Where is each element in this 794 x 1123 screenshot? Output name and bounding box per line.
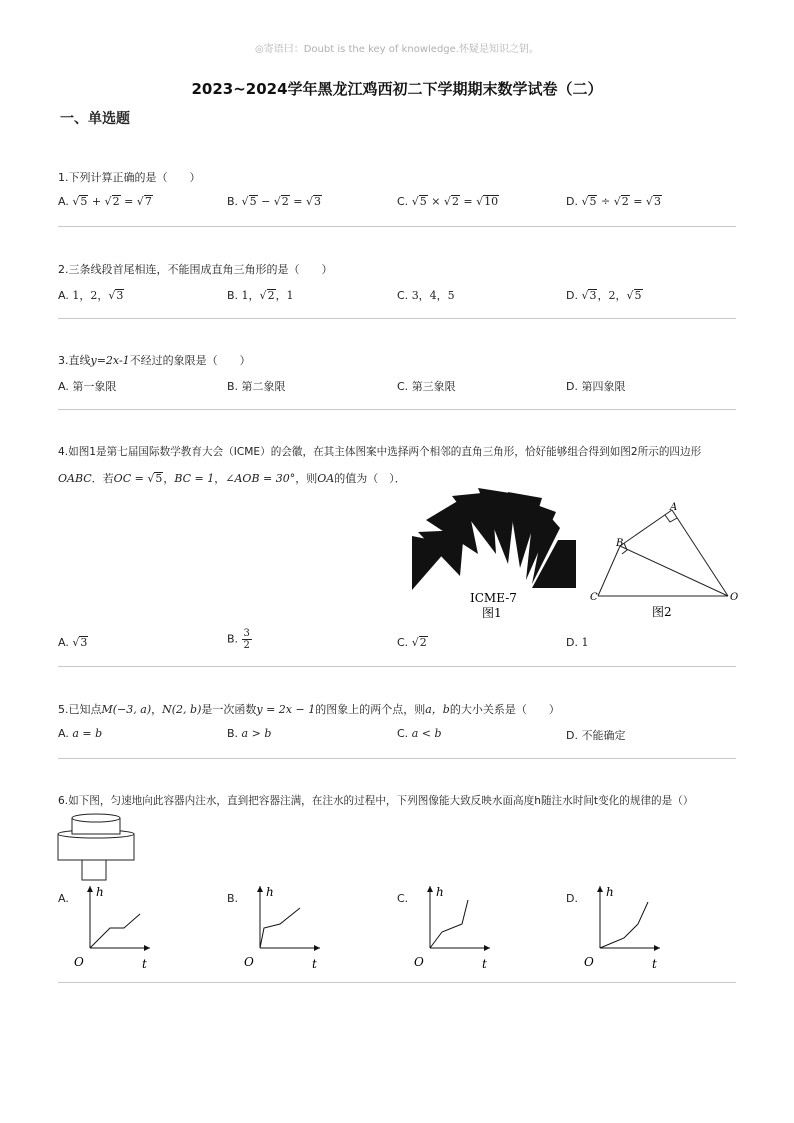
option-label: D. [566, 636, 578, 649]
radicand: 5 [634, 289, 642, 302]
stem-text: ．若 [91, 472, 114, 485]
q6-option-a-label[interactable]: A. [58, 892, 69, 905]
option-text: 不能确定 [581, 729, 626, 742]
option-label: C. [397, 195, 409, 208]
q2-option-b[interactable]: B. 1，√2，1 [227, 289, 294, 302]
x-arrow-icon [144, 945, 150, 951]
operator: ÷ [600, 195, 611, 208]
y-arrow-icon [87, 886, 93, 892]
divider [58, 409, 736, 410]
divider [58, 982, 736, 983]
quadrilateral-figure [588, 500, 742, 624]
equation: y=2x-1 [90, 354, 130, 367]
option-label: B. [227, 727, 239, 740]
stem-text: 的值为（ ）． [334, 472, 406, 485]
q5-option-d[interactable] [566, 727, 625, 743]
operator: + [91, 195, 102, 208]
segment-cb [598, 546, 620, 596]
option-label: B. [227, 195, 239, 208]
origin-label: O [244, 955, 254, 969]
radicand: 2 [112, 195, 120, 208]
option-label: D. [566, 289, 578, 302]
y-arrow-icon [597, 886, 603, 892]
divider [58, 758, 736, 759]
q1-option-d[interactable]: D. √5 ÷ √2 = √3 [566, 195, 661, 208]
x-arrow-icon [654, 945, 660, 951]
axis-label-h: h [96, 885, 104, 899]
option-label: B. [227, 380, 239, 393]
option-text: ，2， [597, 289, 627, 302]
math-text: OA [317, 472, 335, 485]
radicand: 5 [419, 195, 427, 208]
section-heading: 一、单选题 [60, 111, 130, 127]
q4-option-a[interactable]: A. √3 [58, 636, 88, 649]
q3-option-d[interactable] [566, 378, 625, 394]
x-arrow-icon [484, 945, 490, 951]
graph-curve [430, 900, 468, 948]
stem-text: ， [163, 472, 175, 485]
vertex-label-a: A [670, 502, 678, 513]
option-label: C. [397, 380, 409, 393]
math-text: OC = [113, 472, 148, 485]
q3-option-c[interactable] [397, 378, 456, 394]
x-arrow-icon [314, 945, 320, 951]
fraction [242, 628, 252, 651]
question-4-stem-line2: OABC．若OC = √5，BC = 1，∠AOB = 30°，则OA的值为（ ）． [58, 472, 406, 485]
segment-ba [620, 510, 672, 546]
radicand: 3 [589, 289, 597, 302]
option-text: 3，4，5 [411, 289, 455, 302]
axis-label-h: h [436, 885, 444, 899]
figure-2-caption: 图2 [652, 605, 672, 619]
question-4-stem: 4.如图1是第七届国际数学教育大会（ICME）的会徽，在其主体图案中选择两个相邻的直角三角形，恰好能够组合得到如图2所示的四边形 [58, 446, 702, 458]
math-text: BC = 1 [174, 472, 215, 485]
axis-label-h: h [266, 885, 274, 899]
y-arrow-icon [427, 886, 433, 892]
q4-option-c[interactable]: C. √2 [397, 636, 427, 649]
q6-graph-a[interactable] [70, 880, 156, 972]
stem-text: 3.直线 [58, 354, 91, 367]
y-arrow-icon [257, 886, 263, 892]
axis-label-t: t [482, 957, 487, 971]
q5-option-a[interactable] [58, 727, 102, 740]
divider [58, 226, 736, 227]
radicand: 5 [249, 195, 257, 208]
page-title: 2023~2024学年黑龙江鸡西初二下学期期末数学试卷（二） [191, 80, 603, 98]
stem-text: 是一次函数 [201, 703, 257, 716]
option-text: 1， [241, 289, 260, 302]
operator: − [261, 195, 271, 208]
option-label: A. [58, 289, 69, 302]
origin-label: O [74, 955, 84, 969]
question-1-stem: 1.下列计算正确的是（ ） [58, 171, 201, 184]
vertex-label-o: O [730, 592, 739, 603]
right-angle-mark [665, 515, 677, 522]
option-label: D. [566, 195, 578, 208]
q4-option-b[interactable] [227, 628, 252, 651]
vertex-label-c: C [590, 592, 598, 603]
math-text: y = 2x − 1 [256, 703, 316, 716]
option-text: 第三象限 [411, 380, 456, 393]
graph-curve [260, 908, 300, 948]
radicand: 5 [589, 195, 597, 208]
radicand: 2 [419, 636, 427, 649]
option-label: C. [397, 727, 409, 740]
container-figure [56, 812, 140, 884]
q5-option-c[interactable] [397, 727, 442, 740]
option-label: A. [58, 636, 69, 649]
operator: × [431, 195, 441, 208]
question-3-stem [58, 352, 251, 368]
divider [58, 666, 736, 667]
option-text: ，1 [275, 289, 294, 302]
option-label: B. [227, 289, 239, 302]
math-text: N(2, b) [162, 703, 202, 716]
option-label: A. [58, 195, 69, 208]
radicand: 3 [80, 636, 88, 649]
axis-label-t: t [652, 957, 657, 971]
option-text: a > b [241, 727, 272, 740]
radicand: 3 [653, 195, 661, 208]
icme-emblem-figure [408, 484, 584, 624]
radicand: 2 [621, 195, 629, 208]
option-label: D. [566, 380, 578, 393]
option-label: C. [397, 289, 409, 302]
container-top-rim [72, 814, 120, 822]
stem-text: 的图象上的两个点，则 [315, 703, 426, 716]
q1-option-c[interactable]: C. √5 × √2 = √10 [397, 195, 499, 208]
q3-option-b[interactable] [227, 378, 286, 394]
math-text: a，b [425, 703, 450, 716]
math-text: OABC [58, 472, 92, 485]
q4-option-d[interactable] [566, 636, 588, 649]
emblem-text: ICME-7 [470, 591, 517, 605]
q6-graph-b[interactable] [240, 880, 326, 972]
figure-1-caption: 图1 [482, 606, 502, 620]
q3-option-a[interactable] [58, 378, 116, 394]
radicand: 3 [314, 195, 322, 208]
origin-label: O [414, 955, 424, 969]
denominator: 2 [243, 640, 250, 651]
numerator: 3 [243, 628, 250, 639]
option-text: 第一象限 [72, 380, 117, 393]
motto: ◎寄语曰：Doubt is the key of knowledge.怀疑是知识之钥。 [255, 44, 539, 55]
radicand: 5 [80, 195, 88, 208]
q1-option-a[interactable]: A. √5 + √2 = √7 [58, 195, 152, 208]
option-text: 第四象限 [581, 380, 626, 393]
question-6-stem: 6.如下图，匀速地向此容器内注水，直到把容器注满，在注水的过程中，下列图像能大致反映水面高度h随注水时间t变化的规律的是（） [58, 795, 694, 807]
question-5-stem [58, 701, 560, 717]
stem-text: 不经过的象限是（ ） [129, 354, 251, 367]
q6-graph-c[interactable] [410, 880, 496, 972]
radicand: 2 [281, 195, 289, 208]
stem-text: ， [214, 472, 226, 485]
radicand: 2 [267, 289, 275, 302]
stem-text: ，则 [295, 472, 318, 485]
option-text: a < b [411, 727, 442, 740]
axis-label-t: t [312, 957, 317, 971]
radicand: 3 [116, 289, 124, 302]
radicand: 7 [144, 195, 152, 208]
option-label: A. [58, 727, 69, 740]
q6-option-d-label[interactable]: D. [566, 892, 578, 905]
math-text: ∠AOB = 30° [225, 472, 296, 485]
q6-option-c-label[interactable]: C. [397, 892, 409, 905]
graph-curve [600, 902, 648, 948]
axis-label-h: h [606, 885, 614, 899]
option-label: C. [397, 636, 409, 649]
radicand: 10 [484, 195, 499, 208]
q1-option-b[interactable]: B. √5 − √2 = √3 [227, 195, 322, 208]
graph-curve [90, 914, 140, 948]
origin-label: O [584, 955, 594, 969]
option-text: a = b [72, 727, 103, 740]
math-text: M(−3, a) [101, 703, 152, 716]
option-text: 1 [581, 636, 589, 649]
stem-text: ， [151, 703, 163, 716]
axis-label-t: t [142, 957, 147, 971]
stem-text: 5.已知点 [58, 703, 102, 716]
q2-option-a[interactable]: A. 1，2，√3 [58, 289, 124, 302]
option-text: 1，2， [72, 289, 109, 302]
radicand: 5 [155, 472, 163, 485]
q5-option-b[interactable] [227, 727, 271, 740]
divider [58, 318, 736, 319]
q6-option-b-label[interactable]: B. [227, 892, 239, 905]
q2-option-c[interactable] [397, 287, 455, 303]
option-label: B. [227, 632, 239, 646]
question-2-stem: 2.三条线段首尾相连，不能围成直角三角形的是（ ） [58, 263, 333, 276]
q2-option-d[interactable]: D. √3，2，√5 [566, 289, 642, 302]
stem-text: 的大小关系是（ ） [449, 703, 560, 716]
option-label: A. [58, 380, 69, 393]
vertex-label-b: B [616, 538, 624, 549]
option-label: D. [566, 729, 578, 742]
radicand: 2 [451, 195, 459, 208]
container-bottom-neck [82, 858, 106, 880]
q6-graph-d[interactable] [580, 880, 666, 972]
option-text: 第二象限 [241, 380, 286, 393]
